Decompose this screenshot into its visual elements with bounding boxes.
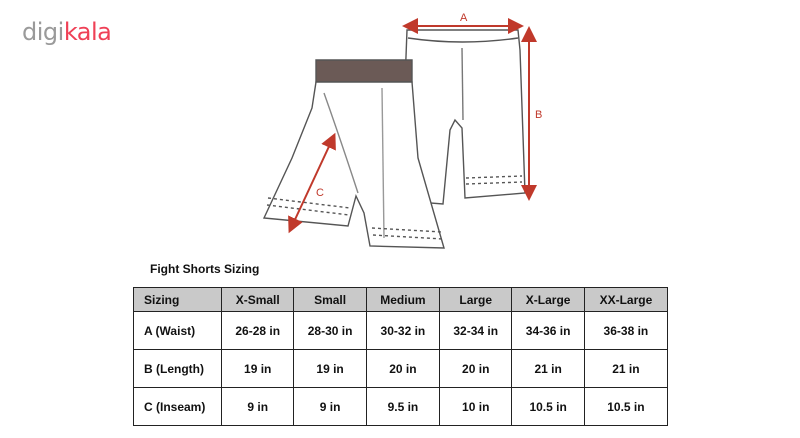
shorts-diagram — [250, 8, 570, 253]
table-cell: 19 in — [222, 350, 294, 388]
header-cell-small: Small — [294, 288, 366, 312]
table-cell: 20 in — [440, 350, 512, 388]
table-cell: 9 in — [222, 388, 294, 426]
table-header-row — [134, 288, 668, 312]
table-title: Fight Shorts Sizing — [150, 262, 260, 276]
table-cell: 10.5 in — [584, 388, 667, 426]
logo-text-digi: digi — [22, 18, 64, 46]
header-cell-sizing: Sizing — [134, 288, 222, 312]
table-cell: 32-34 in — [440, 312, 512, 350]
header-cell-xsmall: X-Small — [222, 288, 294, 312]
table-cell: 10 in — [440, 388, 512, 426]
row-label-length: B (Length) — [134, 350, 222, 388]
table-row — [134, 312, 668, 350]
table-cell: 9.5 in — [366, 388, 439, 426]
table-cell: 21 in — [584, 350, 667, 388]
header-cell-xxlarge: XX-Large — [584, 288, 667, 312]
header-cell-xlarge: X-Large — [512, 288, 584, 312]
table-cell: 34-36 in — [512, 312, 584, 350]
table-cell: 19 in — [294, 350, 366, 388]
table-cell: 28-30 in — [294, 312, 366, 350]
table-cell: 26-28 in — [222, 312, 294, 350]
table-cell: 36-38 in — [584, 312, 667, 350]
label-a: A — [460, 12, 468, 24]
table-row — [134, 388, 668, 426]
table-cell: 9 in — [294, 388, 366, 426]
table-cell: 10.5 in — [512, 388, 584, 426]
table-row — [134, 350, 668, 388]
logo-text-kala: kala — [63, 18, 112, 46]
digikala-logo[interactable] — [22, 20, 111, 44]
label-b: B — [535, 109, 543, 121]
header-cell-large: Large — [440, 288, 512, 312]
row-label-waist: A (Waist) — [134, 312, 222, 350]
table-cell: 20 in — [366, 350, 439, 388]
table-cell: 30-32 in — [366, 312, 439, 350]
row-label-inseam: C (Inseam) — [134, 388, 222, 426]
table-cell: 21 in — [512, 350, 584, 388]
sizing-table — [133, 287, 668, 426]
label-c: C — [316, 187, 324, 199]
header-cell-medium: Medium — [366, 288, 439, 312]
